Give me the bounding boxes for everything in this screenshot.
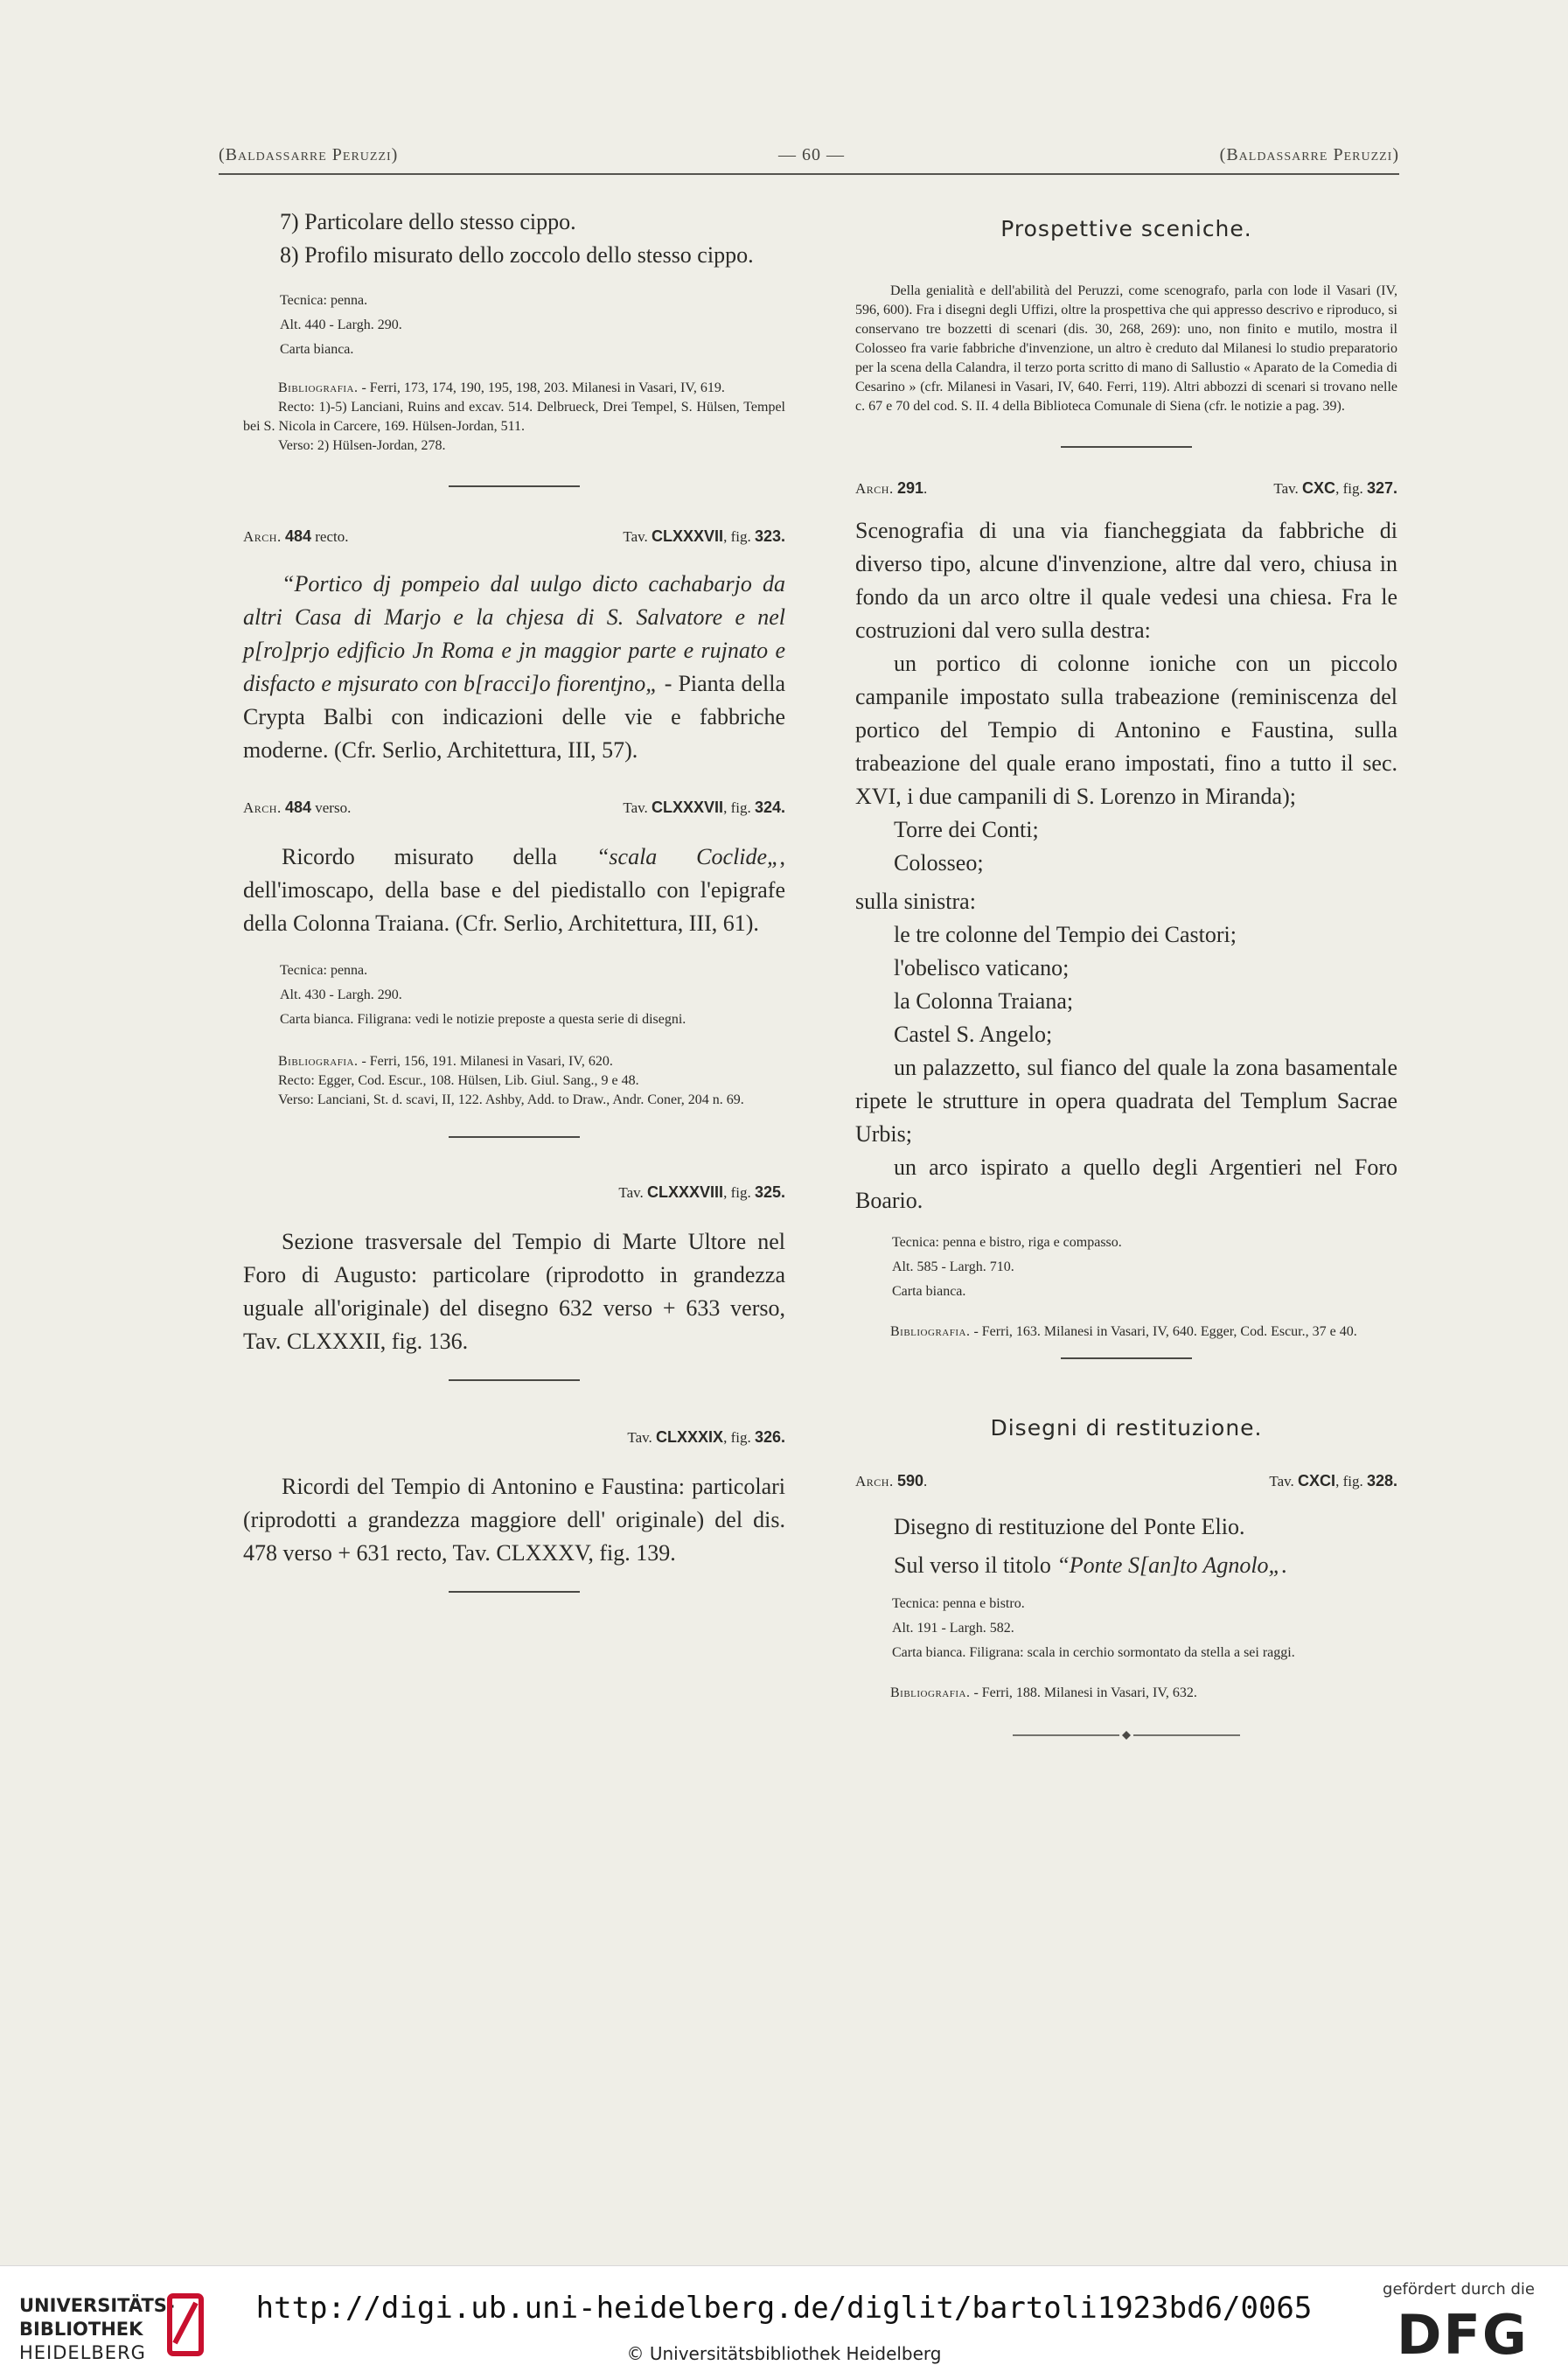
list-sinistra (894, 918, 1397, 1051)
page-number: — 60 — (778, 145, 845, 164)
ornament-rule-icon (1013, 1730, 1240, 1741)
entry-324-description: Ricordo misurato della “scala Coclide„, dell'imoscapo, della base e del piedistallo con l'epigrafe della Colonna Traiana. (Cfr. Serlio, Architettura, III, 61). (243, 844, 786, 936)
tech-line: Carta bianca. Filigrana: scala in cerchio sormontato da stella a sei raggi. (892, 1645, 1295, 1660)
archive-ref: Arch. 484 verso. (243, 799, 352, 816)
catalog-ref-325 (243, 1180, 785, 1206)
bibliography-line: Bibliografia. - Ferri, 188. Milanesi in Vasari, IV, 632. (890, 1685, 1197, 1700)
entry-327-palazzetto: un palazzetto, sul fianco del quale la zona basamentale ripete le strutture in opera quadrata del Templum Sacrae Urbis; (855, 1055, 1397, 1147)
archive-ref: Arch. 484 recto. (243, 527, 349, 545)
archive-ref: Arch. 590. (855, 1472, 928, 1489)
entry-327-portico: un portico di colonne ioniche con un piccolo campanile impostato sulla trabeazione (reminiscenza del portico del Tempio di Antonino e Faustina, sulla trabeazione del quale erano impostati, fino a tutto il sec. XVI, i due campanili di S. Lorenzo in Miranda); (855, 651, 1397, 809)
technique-block-4 (892, 1594, 1397, 1663)
section-rule (449, 1136, 580, 1138)
bibliography-line: Bibliografia. - Ferri, 163. Milanesi in Vasari, IV, 640. Egger, Cod. Escur., 37 e 40. (890, 1324, 1357, 1339)
bibliography-block-1 (243, 379, 785, 456)
tech-line: Carta bianca. (280, 342, 354, 357)
end-ornament (855, 1729, 1397, 1745)
item-8: 8) Profilo misurato dello zoccolo dello stesso cippo. (280, 242, 754, 268)
section-heading-prospettive: Prospettive sceniche. (1000, 216, 1252, 241)
tech-line: Alt. 430 - Largh. 290. (280, 987, 402, 1002)
technique-block-2 (280, 961, 785, 1029)
section-heading-restituzione: Disegni di restituzione. (990, 1415, 1263, 1441)
list-item: Torre dei Conti; (894, 817, 1039, 842)
sinistra-label: sulla sinistra: (855, 889, 976, 914)
left-column (243, 206, 785, 1593)
running-header (219, 138, 1399, 173)
entry-327-arco: un arco ispirato a quello degli Argentieri nel Foro Boario. (855, 1155, 1397, 1213)
entry-328-verso: Sul verso il titolo “Ponte S[an]to Agnolo„. (894, 1552, 1287, 1578)
list-item: Castel S. Angelo; (894, 1022, 1053, 1047)
list-item: le tre colonne del Tempio dei Castori; (894, 922, 1237, 947)
plate-ref: Tav. CXCI, fig. 328. (1269, 1472, 1397, 1489)
technique-block-1 (280, 291, 785, 359)
library-footer (0, 2265, 1568, 2379)
logo-line: HEIDELBERG (19, 2342, 146, 2363)
header-left: (Baldassarre Peruzzi) (219, 145, 399, 164)
list-item: Colosseo; (894, 850, 984, 876)
bibliography-line: Bibliografia. - Ferri, 156, 191. Milanesi in Vasari, IV, 620. (278, 1054, 613, 1069)
tech-line: Carta bianca. Filigrana: vedi le notizie preposte a questa serie di disegni. (280, 1012, 686, 1027)
plate-ref: Tav. CLXXXVII, fig. 324. (623, 799, 785, 816)
logo-line: BIBLIOTHEK (19, 2319, 143, 2340)
technique-block-3 (892, 1233, 1397, 1301)
entry-323-description (243, 568, 785, 767)
tech-line: Tecnica: penna. (280, 293, 368, 308)
section-rule (1061, 446, 1192, 448)
bibliography-recto: Recto: Egger, Cod. Escur., 108. Hülsen, Lib. Giul. Sang., 9 e 48. (278, 1073, 639, 1088)
tech-line: Alt. 440 - Largh. 290. (280, 317, 402, 332)
plate-ref: Tav. CLXXXVIII, fig. 325. (618, 1183, 785, 1201)
bibliography-text: - Ferri, 173, 174, 190, 195, 198, 203. Milanesi in Vasari, IV, 619. (358, 380, 725, 395)
dfg-caption: gefördert durch die (1383, 2280, 1535, 2299)
header-rule (219, 173, 1399, 175)
plate-ref: Tav. CLXXXVII, fig. 323. (623, 527, 785, 545)
dfg-logo[interactable] (1397, 2305, 1537, 2361)
logo-line: UNIVERSITÄTS- (19, 2295, 175, 2316)
bibliography-verso: Verso: 2) Hülsen-Jordan, 278. (278, 438, 446, 453)
scenography-intro: Della genialità e dell'abilità del Peruzzi, come scenografo, parla con lode il Vasari (IV, 596, 600). Fra i disegni degli Uffizi, oltre la prospettiva che qui appresso descrivo e riproduco, si conservano tre bozzetti di scenari (dis. 30, 268, 269): uno, non finito e mutilo, mostra il Colosseo fra varie fabbriche d'invenzione, un altro è creduto dal Milanesi lo studio preparatorio per la scena della Calandra, il terzo porta scritto di mano di Sallustio « Aparato de la Comedia di Cesarino » (cfr. Milanesi in Vasari, IV, 640. Ferri, 119). Altri abbozzi di scenari si trovano nelle c. 67 e 70 del cod. S. II. 4 della Biblioteca Comunale di Siena (cfr. le notizie a pag. 39). (855, 283, 1397, 414)
entry-326-description: Ricordi del Tempio di Antonino e Faustina: particolari (riprodotti a grandezza maggiore dell' originale) del dis. 478 verso + 631 recto, Tav. CLXXXV, fig. 139. (243, 1474, 785, 1566)
tech-line: Tecnica: penna. (280, 963, 368, 978)
header-right: (Baldassarre Peruzzi) (1219, 145, 1399, 164)
permalink-url[interactable]: http://digi.ub.uni-heidelberg.de/diglit/bartoli1923bd6/0065 (255, 2291, 1313, 2326)
copyright-notice: © Universitätsbibliothek Heidelberg (626, 2343, 942, 2364)
bibliography-block-3 (855, 1322, 1397, 1342)
bibliography-line (243, 379, 785, 398)
section-rule (1061, 1357, 1192, 1359)
dfg-logo-text: DFG (1397, 2305, 1529, 2361)
entry-327-description: Scenografia di una via fiancheggiata da fabbriche di diverso tipo, alcune d'invenzione, altre dal vero, chiusa in fondo da un arco oltre il quale vedesi una chiesa. Fra le costruzioni dal vero sulla destra: (855, 518, 1397, 643)
list-item: la Colonna Traiana; (894, 988, 1074, 1014)
section-rule (449, 1379, 580, 1381)
catalog-ref-324 (243, 795, 785, 821)
bibliography-block-4 (855, 1684, 1397, 1703)
items-7-8 (280, 206, 785, 272)
bibliography-recto: Recto: 1)-5) Lanciani, Ruins and excav. 514. Delbrueck, Drei Tempel, S. Hülsen, Tempel bei S. Nicola in Carcere, 169. Hülsen-Jordan, 511. (243, 400, 785, 434)
catalog-ref-328 (855, 1469, 1397, 1495)
entry-323-inscription: “Portico dj pompeio dal uulgo dicto cachabarjo da altri Casa di Marjo e la chjesa di S. Salvatore e nel p[ro]prjo edjficio Jn Roma e jn maggior parte e rujnato e disfacto e mjsurato con b[racci]o fiorentjno„ (243, 571, 785, 696)
section-rule (449, 485, 580, 487)
plate-ref: Tav. CXC, fig. 327. (1273, 479, 1397, 497)
tech-line: Carta bianca. (892, 1284, 966, 1299)
list-destra (894, 813, 1397, 880)
entry-325-description: Sezione trasversale del Tempio di Marte Ultore nel Foro di Augusto: particolare (riprodotto in grandezza uguale all'originale) del disegno 632 verso + 633 verso, Tav. CLXXXII, fig. 136. (243, 1229, 785, 1354)
tech-line: Tecnica: penna e bistro. (892, 1596, 1025, 1611)
catalog-ref-327 (855, 476, 1397, 502)
catalog-ref-326 (243, 1425, 785, 1451)
list-item: l'obelisco vaticano; (894, 955, 1070, 980)
section-rule (449, 1591, 580, 1593)
plate-ref: Tav. CLXXXIX, fig. 326. (627, 1428, 785, 1446)
entry-323-text: - Pianta della Crypta Balbi con indicazioni delle vie e fabbriche moderne. (Cfr. Serlio, Architettura, III, 57). (243, 671, 785, 763)
tech-line: Alt. 191 - Largh. 582. (892, 1621, 1014, 1636)
bibliography-label: Bibliografia. (278, 380, 359, 395)
right-column (855, 206, 1397, 1745)
entry-328-description: Disegno di restituzione del Ponte Elio. (894, 1514, 1245, 1539)
bibliography-block-2 (243, 1052, 785, 1110)
bibliography-verso: Verso: Lanciani, St. d. scavi, II, 122. Ashby, Add. to Draw., Andr. Coner, 204 n. 69. (278, 1092, 744, 1107)
catalog-ref-323 (243, 524, 785, 550)
tech-line: Tecnica: penna e bistro, riga e compasso. (892, 1235, 1122, 1250)
item-7: 7) Particolare dello stesso cippo. (280, 209, 576, 234)
archive-ref: Arch. 291. (855, 479, 928, 497)
tech-line: Alt. 585 - Largh. 710. (892, 1259, 1014, 1274)
